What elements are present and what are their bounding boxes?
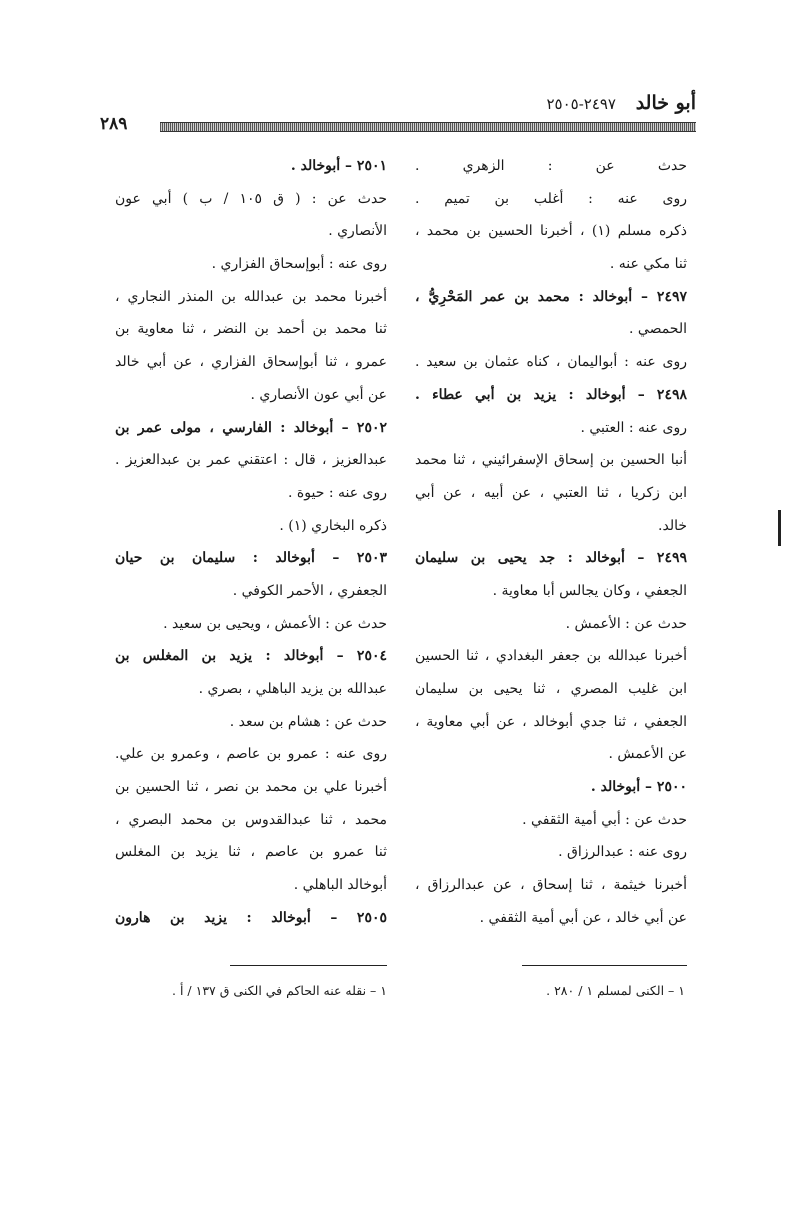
entry-heading-text: ٢٥٠٢ – أبوخالد : الفارسي ، مولى عمر بن xyxy=(115,419,387,436)
footnote-left: ١ – نقله عنه الحاكم في الكنى ق ١٣٧ / أ . xyxy=(172,983,387,998)
text-line: حدث عن : الزهري . xyxy=(415,158,687,174)
entry-heading xyxy=(115,412,387,445)
footnote-rule-right xyxy=(522,965,687,966)
entry-heading-text: ٢٤٩٩ – أبوخالد : جد يحيى بن سليمان xyxy=(415,550,687,567)
text-line: أنبا الحسين بن إسحاق الإسفرائيني ، ثنا محمد xyxy=(415,452,687,469)
text-line: حدث عن : أبي أمية الثقفي . xyxy=(522,811,687,828)
text-line: ابن غليب المصري ، ثنا يحيى بن سليمان xyxy=(415,681,687,697)
text-line: روى عنه : العتبي . xyxy=(580,419,687,436)
text-line: أخبرنا علي بن محمد بن نصر ، ثنا الحسين بن xyxy=(115,779,387,796)
text-line: روى عنه : حيوة . xyxy=(288,484,387,501)
entry-heading xyxy=(115,150,387,183)
text-line: خالد. xyxy=(658,517,687,534)
entry-heading xyxy=(115,542,387,575)
text-line: عن أبي خالد ، عن أبي أمية الثقفي . xyxy=(479,909,687,926)
text-line: روى عنه : عمرو بن عاصم ، وعمرو بن علي. xyxy=(115,746,387,763)
margin-mark xyxy=(778,510,781,546)
text-line: ذكره البخاري (١) . xyxy=(279,517,387,534)
text-line: حدث عن : الأعمش ، ويحيى بن سعيد . xyxy=(163,615,387,632)
text-line: الجعفي ، وكان يجالس أبا معاوية . xyxy=(492,582,687,599)
entry-range: ٢٤٩٧-٢٥٠٥ xyxy=(546,95,616,113)
text-line: ابن زكريا ، ثنا العتبي ، عن أبيه ، عن أبي xyxy=(415,484,687,501)
text-line: أخبرنا خيثمة ، ثنا إسحاق ، عن عبدالرزاق ، xyxy=(415,877,687,894)
text-line: الحمصي . xyxy=(629,321,687,338)
page-number: ٢٨٩ xyxy=(100,114,128,134)
running-title: أبو خالد xyxy=(635,92,696,114)
text-line: محمد ، ثنا عبدالقدوس بن محمد البصري ، xyxy=(115,811,387,828)
entry-heading-text: ٢٥٠٤ – أبوخالد : يزيد بن المغلس بن xyxy=(115,648,387,665)
text-line: حدث عن : الأعمش . xyxy=(565,615,687,632)
entry-heading-text: ٢٥٠٥ – أبوخالد : يزيد بن هارون xyxy=(115,909,387,926)
entry-heading xyxy=(415,281,687,314)
text-line: عمرو ، ثنا أبوإسحاق الفزاري ، عن أبي خالد xyxy=(115,354,387,371)
text-line: ثنا محمد بن أحمد بن النضر ، ثنا معاوية بن xyxy=(115,321,387,338)
text-line: روى عنه : عبدالرزاق . xyxy=(558,844,687,861)
entry-heading xyxy=(415,771,687,804)
text-line: الأنصاري . xyxy=(328,223,387,240)
text-line: ذكره مسلم (١) ، أخبرنا الحسين بن محمد ، xyxy=(415,223,687,240)
text-line: أخبرنا محمد بن عبدالله بن المنذر النجاري ، xyxy=(115,288,387,305)
left-column xyxy=(115,150,387,935)
entry-heading-text: ٢٤٩٨ – أبوخالد : يزيد بن أبي عطاء . xyxy=(415,386,687,403)
text-line: أبوخالد الباهلي . xyxy=(293,877,387,894)
text-line: ثنا عمرو بن عاصم ، ثنا يزيد بن المغلس xyxy=(115,844,387,861)
entry-heading-text: ٢٤٩٧ – أبوخالد : محمد بن عمر المَحْرِيُّ ، xyxy=(415,288,687,305)
entry-heading xyxy=(115,902,387,935)
footnote-right: ١ – الكنى لمسلم ١ / ٢٨٠ . xyxy=(546,983,685,998)
text-line: عبدالعزيز ، قال : اعتقني عمر بن عبدالعزيز . xyxy=(115,452,387,469)
text-line: روى عنه : أبوإسحاق الفزاري . xyxy=(211,256,387,273)
entry-heading-text: ٢٥٠٠ – أبوخالد . xyxy=(590,779,687,796)
header-rule xyxy=(160,122,696,132)
page-header xyxy=(100,88,696,138)
text-line: حدث عن : هشام بن سعد . xyxy=(229,713,387,730)
entry-heading-text: ٢٥٠١ – أبوخالد . xyxy=(290,158,387,174)
entry-heading xyxy=(415,542,687,575)
text-line: الجعفي ، ثنا جدي أبوخالد ، عن أبي معاوية ، xyxy=(415,713,687,730)
text-line: روى عنه : أغلب بن تميم . xyxy=(415,190,687,207)
text-line: ثنا مكي عنه . xyxy=(609,256,687,273)
text-line: عن أبي عون الأنصاري . xyxy=(250,386,387,403)
entry-heading-text: ٢٥٠٣ – أبوخالد : سليمان بن حيان xyxy=(115,550,387,567)
right-column xyxy=(415,150,687,935)
text-line: أخبرنا عبدالله بن جعفر البغدادي ، ثنا الحسين xyxy=(415,648,687,665)
text-line: عبدالله بن يزيد الباهلي ، بصري . xyxy=(198,681,387,697)
text-line: عن الأعمش . xyxy=(608,746,687,763)
text-line: حدث عن : ( ق ١٠٥ / ب ) أبي عون xyxy=(115,190,387,207)
entry-heading xyxy=(415,379,687,412)
text-line: الجعفري ، الأحمر الكوفي . xyxy=(232,582,387,599)
text-line: روى عنه : أبواليمان ، كناه عثمان بن سعيد . xyxy=(415,354,687,371)
footnote-rule-left xyxy=(230,965,387,966)
entry-heading xyxy=(115,640,387,673)
